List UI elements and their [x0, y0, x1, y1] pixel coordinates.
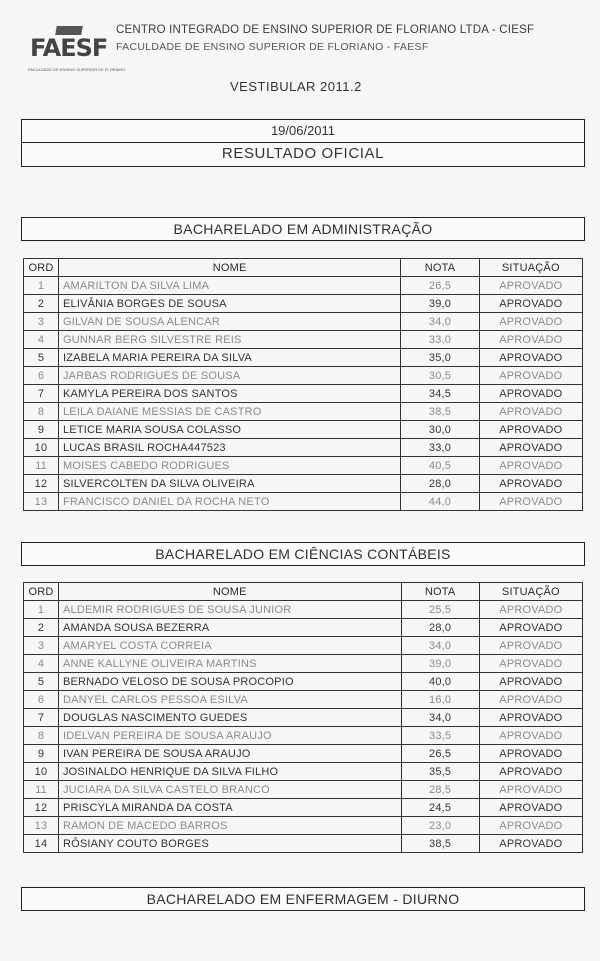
- table-row: [24, 781, 583, 799]
- cell-situacao: APROVADO: [479, 709, 582, 727]
- cell-ord: 1: [24, 601, 59, 619]
- cell-nome: PRISCYLA MIRANDA DA COSTA: [58, 799, 401, 817]
- cell-ord: 8: [24, 727, 59, 745]
- table-row: [24, 457, 583, 475]
- cell-nota: 39,0: [401, 655, 479, 673]
- cell-nota: 38,5: [401, 835, 479, 853]
- table-row: [24, 295, 583, 313]
- cell-situacao: APROVADO: [479, 493, 582, 511]
- col-ord-header: ORD: [24, 259, 59, 277]
- cell-nota: 38,5: [401, 403, 479, 421]
- cell-situacao: APROVADO: [479, 457, 582, 475]
- cell-nota: 34,5: [401, 385, 479, 403]
- cell-nota: 39,0: [401, 295, 479, 313]
- cell-nome: ALDEMIR RODRIGUES DE SOUSA JUNIOR: [58, 601, 401, 619]
- cell-nome: JUCIARA DA SILVA CASTELO BRANCO: [58, 781, 401, 799]
- logo-text: FAESF: [30, 34, 108, 62]
- table-row: [24, 655, 583, 673]
- table-row: [24, 763, 583, 781]
- table-row: [24, 385, 583, 403]
- table-row: [24, 493, 583, 511]
- faculty-name: FACULDADE DE ENSINO SUPERIOR DE FLORIANO - FAESF: [116, 41, 429, 53]
- cell-situacao: APROVADO: [479, 673, 582, 691]
- exam-title: VESTIBULAR 2011.2: [230, 79, 362, 94]
- cell-situacao: APROVADO: [479, 655, 582, 673]
- cell-nome: GILVAN DE SOUSA ALENCAR: [58, 313, 400, 331]
- cell-ord: 12: [24, 799, 59, 817]
- cell-nome: DOUGLAS NASCIMENTO GUEDES: [58, 709, 401, 727]
- cell-nome: DANYEL CARLOS PESSOA ESILVA: [58, 691, 401, 709]
- result-date: 19/06/2011: [270, 123, 336, 138]
- cell-situacao: APROVADO: [479, 727, 582, 745]
- cell-nota: 33,0: [401, 331, 479, 349]
- cell-nota: 26,5: [401, 277, 479, 295]
- table-row: [24, 331, 583, 349]
- cell-situacao: APROVADO: [479, 745, 582, 763]
- cell-ord: 13: [24, 493, 59, 511]
- cell-situacao: APROVADO: [479, 835, 582, 853]
- cell-nome: IZABELA MARIA PEREIRA DA SILVA: [58, 349, 400, 367]
- cell-situacao: APROVADO: [479, 475, 582, 493]
- table-row: [24, 637, 583, 655]
- cell-ord: 11: [24, 781, 59, 799]
- cell-ord: 2: [24, 295, 59, 313]
- cell-nota: 35,0: [401, 349, 479, 367]
- cell-situacao: APROVADO: [479, 799, 582, 817]
- cell-nome: RAMON DE MACEDO BARROS: [58, 817, 401, 835]
- cell-nota: 33,5: [401, 727, 479, 745]
- cell-nome: SILVERCOLTEN DA SILVA OLIVEIRA: [58, 475, 400, 493]
- cell-nota: 34,0: [401, 313, 479, 331]
- cell-situacao: APROVADO: [479, 295, 582, 313]
- institution-name: CENTRO INTEGRADO DE ENSINO SUPERIOR DE FLORIANO LTDA - CIESF: [116, 24, 535, 36]
- cell-nome: KAMYLA PEREIRA DOS SANTOS: [58, 385, 400, 403]
- cell-nota: 16,0: [401, 691, 479, 709]
- col-situacao-header: SITUAÇÃO: [479, 583, 582, 601]
- cell-situacao: APROVADO: [479, 331, 582, 349]
- cell-nota: 30,5: [401, 367, 479, 385]
- cell-situacao: APROVADO: [479, 421, 582, 439]
- col-nota-header: NOTA: [401, 259, 479, 277]
- cell-ord: 7: [24, 385, 59, 403]
- cell-ord: 9: [24, 745, 59, 763]
- cell-ord: 3: [24, 313, 59, 331]
- cell-ord: 10: [24, 439, 59, 457]
- cell-nome: FRANCISCO DANIEL DA ROCHA NETO: [58, 493, 400, 511]
- cell-situacao: APROVADO: [479, 763, 582, 781]
- cell-situacao: APROVADO: [479, 367, 582, 385]
- table-row: [24, 619, 583, 637]
- cell-situacao: APROVADO: [479, 403, 582, 421]
- col-nome-header: NOME: [58, 259, 400, 277]
- cell-situacao: APROVADO: [479, 637, 582, 655]
- cell-ord: 7: [24, 709, 59, 727]
- cell-nota: 33,0: [401, 439, 479, 457]
- table-row: [24, 403, 583, 421]
- table-row: [24, 313, 583, 331]
- cell-ord: 5: [24, 673, 59, 691]
- table-row: [24, 799, 583, 817]
- cell-nota: 35,5: [401, 763, 479, 781]
- table-row: [24, 745, 583, 763]
- table-row: [24, 277, 583, 295]
- cell-ord: 13: [24, 817, 59, 835]
- cell-ord: 4: [24, 655, 59, 673]
- cell-nome: LUCAS BRASIL ROCHA447523: [58, 439, 400, 457]
- cell-ord: 6: [24, 691, 59, 709]
- cell-ord: 11: [24, 457, 59, 475]
- cell-ord: 14: [24, 835, 59, 853]
- result-header-box: [21, 119, 585, 167]
- result-title: RESULTADO OFICIAL: [22, 142, 584, 165]
- cell-situacao: APROVADO: [479, 781, 582, 799]
- table-row: [24, 475, 583, 493]
- cell-nota: 24,5: [401, 799, 479, 817]
- cell-nome: IVAN PEREIRA DE SOUSA ARAUJO: [58, 745, 401, 763]
- cell-ord: 8: [24, 403, 59, 421]
- cell-nome: JOSINALDO HENRIQUE DA SILVA FILHO: [58, 763, 401, 781]
- cell-nome: AMARYEL COSTA CORREIA: [58, 637, 401, 655]
- col-nome-header: NOME: [58, 583, 401, 601]
- cell-situacao: APROVADO: [479, 691, 582, 709]
- cell-nome: LEILA DAIANE MESSIAS DE CASTRO: [58, 403, 400, 421]
- cell-nota: 44,0: [401, 493, 479, 511]
- results-table-administracao: [23, 258, 583, 511]
- cell-situacao: APROVADO: [479, 277, 582, 295]
- cell-nome: RÔSIANY COUTO BORGES: [58, 835, 401, 853]
- cell-nota: 26,5: [401, 745, 479, 763]
- cell-nome: BERNADO VELOSO DE SOUSA PROCOPIO: [58, 673, 401, 691]
- table-row: [24, 421, 583, 439]
- cell-nota: 40,5: [401, 457, 479, 475]
- cell-nome: MOISES CABEDO RODRIGUES: [58, 457, 400, 475]
- cell-situacao: APROVADO: [479, 313, 582, 331]
- cell-ord: 12: [24, 475, 59, 493]
- cell-situacao: APROVADO: [479, 619, 582, 637]
- cell-ord: 4: [24, 331, 59, 349]
- table-row: [24, 835, 583, 853]
- cell-ord: 6: [24, 367, 59, 385]
- cell-situacao: APROVADO: [479, 349, 582, 367]
- table-row: [24, 691, 583, 709]
- cell-nota: 28,0: [401, 475, 479, 493]
- cell-nota: 30,0: [401, 421, 479, 439]
- col-situacao-header: SITUAÇÃO: [479, 259, 582, 277]
- cell-situacao: APROVADO: [479, 385, 582, 403]
- cell-nota: 40,0: [401, 673, 479, 691]
- section-title-administracao: BACHARELADO EM ADMINISTRAÇÃO: [21, 217, 585, 241]
- cell-ord: 1: [24, 277, 59, 295]
- cell-nota: 28,0: [401, 619, 479, 637]
- logo-subtext: FACULDADE DE ENSINO SUPERIOR DE FLORIANO: [28, 67, 126, 72]
- cell-nota: 28,5: [401, 781, 479, 799]
- table-row: [24, 439, 583, 457]
- cell-nome: JARBAS RODRIGUES DE SOUSA: [58, 367, 400, 385]
- cell-ord: 2: [24, 619, 59, 637]
- table-row: [24, 727, 583, 745]
- col-nota-header: NOTA: [401, 583, 479, 601]
- cell-ord: 5: [24, 349, 59, 367]
- cell-situacao: APROVADO: [479, 601, 582, 619]
- table-row: [24, 367, 583, 385]
- table-row: [24, 601, 583, 619]
- table-header-row: [24, 259, 583, 277]
- cell-situacao: APROVADO: [479, 439, 582, 457]
- cell-ord: 9: [24, 421, 59, 439]
- col-ord-header: ORD: [24, 583, 59, 601]
- table-row: [24, 817, 583, 835]
- cell-ord: 10: [24, 763, 59, 781]
- faesf-logo: [28, 26, 126, 74]
- cell-situacao: APROVADO: [479, 817, 582, 835]
- cell-nome: AMARILTON DA SILVA LIMA: [58, 277, 400, 295]
- cell-nota: 25,5: [401, 601, 479, 619]
- cell-nota: 23,0: [401, 817, 479, 835]
- table-header-row: [24, 583, 583, 601]
- cell-nota: 34,0: [401, 637, 479, 655]
- cell-nome: IDELVAN PEREIRA DE SOUSA ARAUJO: [58, 727, 401, 745]
- cell-ord: 3: [24, 637, 59, 655]
- section-title-contabeis: BACHARELADO EM CIÊNCIAS CONTÁBEIS: [21, 542, 585, 566]
- table-row: [24, 709, 583, 727]
- results-table-contabeis: [23, 582, 583, 853]
- table-row: [24, 349, 583, 367]
- section-title-enfermagem: BACHARELADO EM ENFERMAGEM - DIURNO: [21, 887, 585, 911]
- table-row: [24, 673, 583, 691]
- cell-nome: AMANDA SOUSA BEZERRA: [58, 619, 401, 637]
- cell-nome: GUNNAR BERG SILVESTRE REIS: [58, 331, 400, 349]
- cell-nome: ELIVÂNIA BORGES DE SOUSA: [58, 295, 400, 313]
- cell-nome: LETICE MARIA SOUSA COLASSO: [58, 421, 400, 439]
- cell-nota: 34,0: [401, 709, 479, 727]
- cell-nome: ANNE KALLYNE OLIVEIRA MARTINS: [58, 655, 401, 673]
